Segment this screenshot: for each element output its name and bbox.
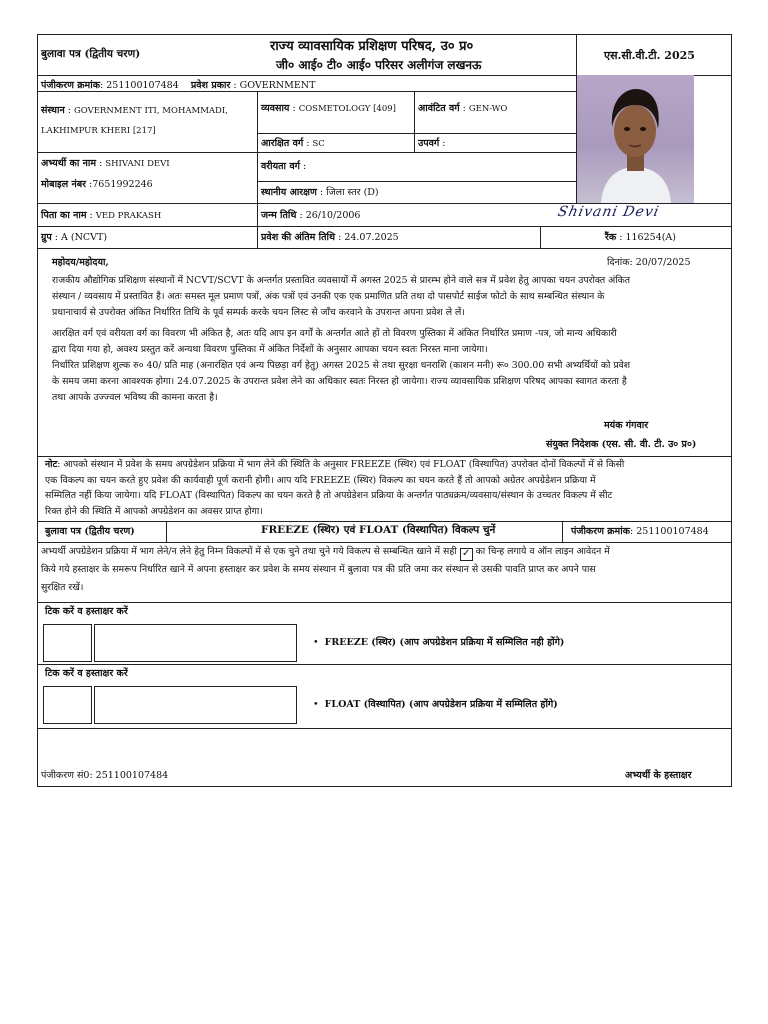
letter-paragraph-3: निर्धारित प्रशिक्षण शुल्क रु० 40/ प्रति माह (अनारक्षित एवं अन्य पिछड़ा वर्ग हेतु) अगस्त 2025 से तथा सुरक्षा धनराशि (काशन मनी) रू० 300.00 सभी अभ्यर्थियों को प्रवेश के समय जमा करना आवश्यक होगा। 24.07.2025 के उपरान्त प्रवेश लेने का अधिकार स्वतः निरस्त हो जायेगा। राज्य व्यावसायिक प्रशिक्षण परिषद आपका स्वागत करता है तथा आपके उज्ज्वल भविष्य की कामना करता है।	[52, 360, 631, 403]
note: नोट: आपको संस्थान में प्रवेश के समय अपग्रेडेशन प्रक्रिया में भाग लेने की स्थिति के अनुसार FREEZE (स्थिर) एवं FLOAT (विस्थापित) उपरोक्त दोनों विकल्पों में से किसी एक विकल्प का चयन करते हुए प्रवेश की कार्यवाही पूर्ण करानी होगी। आप यदि FREEZE (स्थिर) विकल्प का चयन करते हैं तो आपको अग्रेतर अपग्रेडेशन प्रक्रिया में सम्मिलित नहीं किया जायेगा। यदि FLOAT (विस्थापित) विकल्प का चयन करते है तो अपग्रेडेशन प्रक्रिया के अन्तर्गत पाठ्यक्रम/व्यवसाय/संस्थान के उच्चतर विकल्प में सीट रिक्त होने की स्थिति में आपको अपग्रेडेशन का अवसर प्राप्त होगा।	[45, 459, 625, 517]
allotted-category: आवंटित वर्ग : GEN-WO	[418, 103, 508, 114]
salutation: महोदय/महोदया,	[52, 257, 109, 268]
candidate-signature: Shivani Devi	[556, 204, 661, 220]
letter-date: दिनांक: 20/07/2025	[607, 257, 691, 268]
candidate-mobile: मोबाइल नंबर :7651992246	[41, 179, 153, 190]
last-admission-date: प्रवेश की अंतिम तिथि : 24.07.2025	[261, 232, 399, 243]
scvt-year: एस.सी.वी.टी. 2025	[604, 49, 695, 62]
trade: व्यवसाय : COSMETOLOGY [409]	[261, 103, 396, 114]
group: ग्रुप : A (NCVT)	[41, 232, 108, 243]
slip-call-letter: बुलावा पत्र (द्वितीय चरण)	[45, 526, 135, 537]
candidate-name: अभ्यर्थी का नाम : SHIVANI DEVI	[41, 158, 170, 169]
reserved-category: आरक्षित वर्ग : SC	[261, 138, 325, 149]
signer-title: संयुक्त निदेशक (एस. सी. वी. टी. उ० प्र०)	[546, 439, 697, 450]
check-mark-icon: ✓	[460, 548, 473, 561]
institute: संस्थान : GOVERNMENT ITI, MOHAMMADI, LAKHIMPUR KHERI [217]	[41, 105, 228, 136]
date-of-birth: जन्म तिथि : 26/10/2006	[261, 210, 361, 221]
float-signature-box[interactable]	[94, 686, 297, 724]
local-reservation: स्थानीय आरक्षण : जिला स्तर (D)	[261, 187, 379, 198]
freeze-signature-box[interactable]	[94, 624, 297, 662]
registration-number: पंजीकरण क्रमांक: 251100107484 प्रवेश प्रकार : GOVERNMENT	[41, 80, 316, 91]
tick-sign-label-2: टिक करें व हस्ताक्षर करें	[45, 668, 128, 679]
letter-paragraph-1: राजकीय औद्योगिक प्रशिक्षण संस्थानों में NCVT/SCVT के अन्तर्गत प्रस्तावित व्यवसायों में अगस्त 2025 से प्रारम्भ होने वाले सत्र में प्रवेश हेतु आपका चयन उपरोक्त अंकित संस्थान / व्यवसाय में प्रस्तावित है। अतः समस्त मूल प्रमाण पत्रों, अंक पत्रों एवं उनकी एक एक प्रमाणित प्रति तथा दो पासपोर्ट साईज फोटो के साथ सम्बन्धित संस्थान के प्रधानाचार्य से उपरोक्त अंकित निर्धारित तिथि के पूर्व सम्पर्क करके चयन लिस्ट से जाँच करवाने के उपरान्त अपना प्रवेश ले लें।	[52, 275, 631, 318]
father-name: पिता का नाम : VED PRAKASH	[41, 210, 162, 221]
letter-paragraph-2: आरक्षित वर्ग एवं वरीयता वर्ग का विवरण भी अंकित है, अतः यदि आप इन वर्गों के अन्तर्गत आते हों तो विवरण पुस्तिका में अंकित निर्धारित प्रमाण -पत्र, जो मान्य अधिकारी द्वारा दिया गया हो, अवश्य प्रस्तुत करें अन्यथा विवरण पुस्तिका में अंकित निर्देशों के अनुसार आपका चयन स्वतः निरस्त माना जायेगा।	[52, 328, 617, 355]
call-letter-title: बुलावा पत्र (द्वितीय चरण)	[41, 48, 141, 60]
priority-category: वरीयता वर्ग :	[261, 161, 307, 172]
footer-registration: पंजीकरण सं0: 251100107484	[41, 770, 169, 781]
slip-registration: पंजीकरण क्रमांक: 251100107484	[571, 526, 709, 537]
freeze-option: • FREEZE (स्थिर) (आप अपग्रेडेशन प्रक्रिया में सम्मिलित नही होंगे)	[313, 637, 565, 648]
council-title: राज्य व्यावसायिक प्रशिक्षण परिषद, उ० प्र०	[270, 39, 474, 54]
float-tick-box[interactable]	[43, 686, 92, 724]
float-option: • FLOAT (विस्थापित) (आप अपग्रेडेशन प्रक्रिया में सम्मिलित होंगे)	[313, 699, 558, 710]
candidate-signature-label: अभ्यर्थी के हस्ताक्षर	[625, 770, 692, 781]
campus-title: जी० आई० टी० आई० परिसर अलीगंज लखनऊ	[276, 58, 482, 72]
slip-instructions: अभ्यर्थी अपग्रेडेशन प्रक्रिया में भाग लेने/न लेने हेतु निम्न विकल्पों में से एक चुने तथा चुने गये विकल्प से सम्बन्धित खाने में सही ✓ का चिन्ह लगाये व ऑन लाइन आवेदन में किये गये हस्ताक्षर के समरूप निर्धारित खाने में अपना हस्ताक्षर कर प्रवेश के समय संस्थान में बुलावा पत्र की प्रति जमा कर संस्थान से उसकी पावति प्राप्त कर अपने पास सुरक्षित रखें।	[41, 546, 610, 593]
signer-name: मयंक गंगवार	[604, 420, 649, 431]
slip-title: FREEZE (स्थिर) एवं FLOAT (विस्थापित) विकल्प चुनें	[261, 524, 496, 536]
sub-category: उपवर्ग :	[418, 138, 446, 149]
rank: रैंक : 116254(A)	[605, 232, 676, 243]
freeze-tick-box[interactable]	[43, 624, 92, 662]
candidate-photo	[577, 75, 694, 203]
tick-sign-label-1: टिक करें व हस्ताक्षर करें	[45, 606, 128, 617]
